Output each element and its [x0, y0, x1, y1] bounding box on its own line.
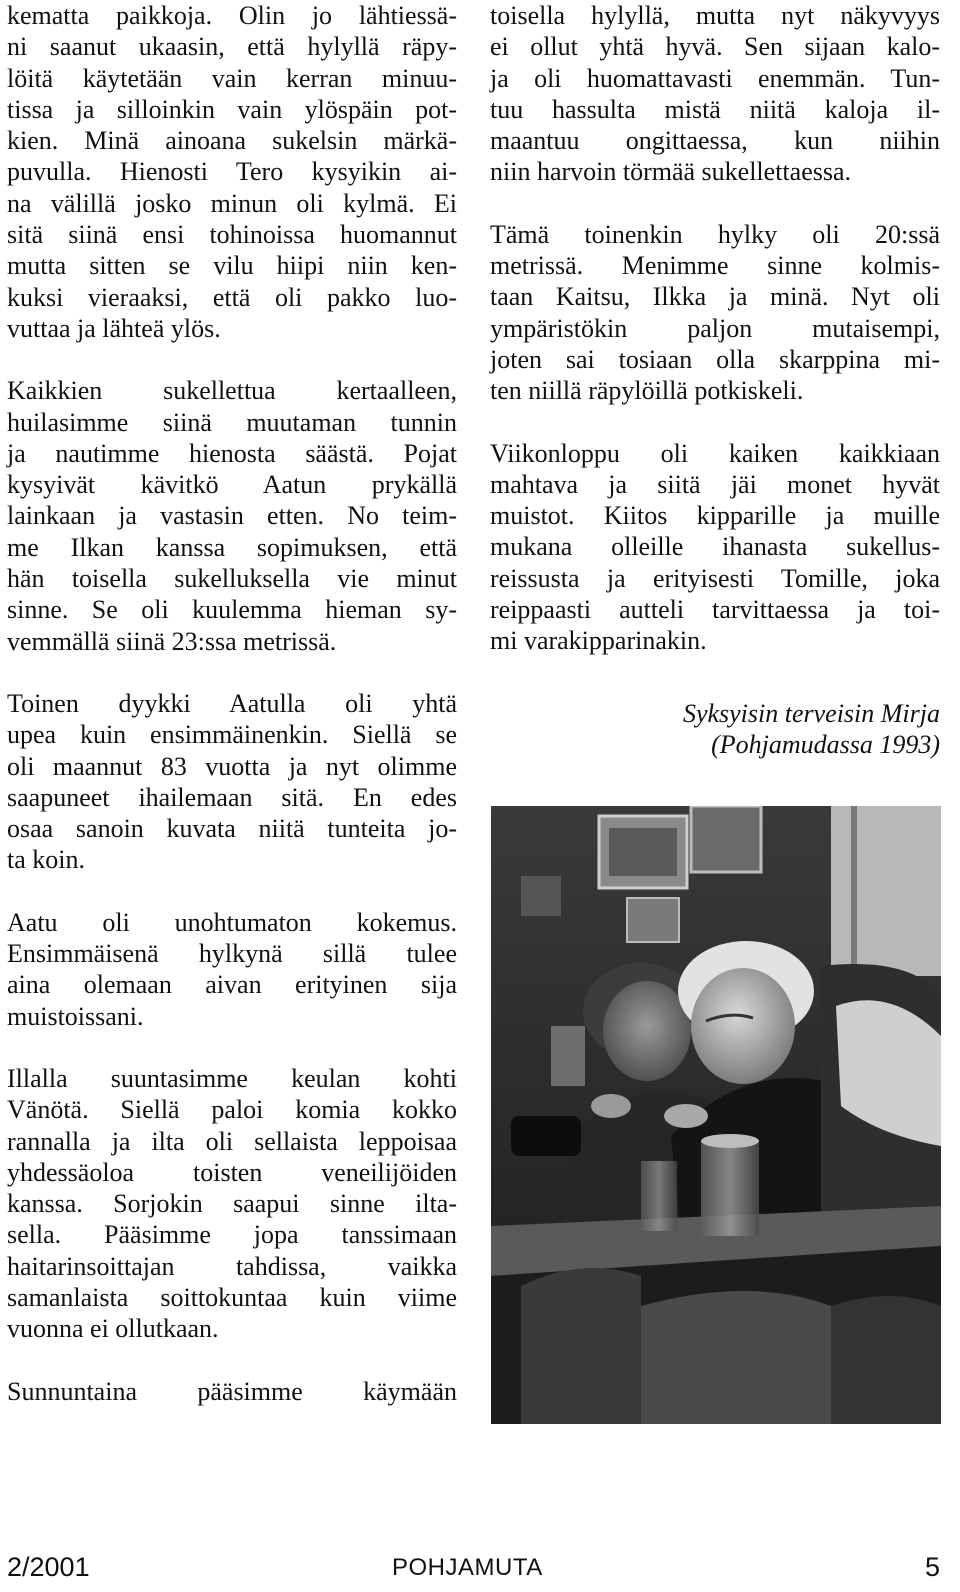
text-line: maantuu ongittaessa, kun niihin	[490, 126, 940, 156]
paragraph-gap	[7, 1032, 457, 1063]
page-number: 5	[924, 1552, 940, 1582]
signature-line-1: Syksyisin terveisin Mirja	[682, 699, 940, 728]
left-column	[7, 0, 457, 1407]
text-line: ta koin.	[7, 845, 85, 875]
text-line: vuonna ei ollutkaan.	[7, 1314, 219, 1344]
text-line: kien. Minä ainoana sukelsin märkä-	[7, 126, 457, 156]
text-line: Tämä toinenkin hylky oli 20:ssä	[490, 219, 940, 249]
text-line: Sunnuntaina pääsimme käymään	[7, 1376, 457, 1406]
text-line: kuksi vieraaksi, että oli pakko luo-	[7, 282, 457, 312]
text-line: Ensimmäisenä hylkynä sillä tulee	[7, 939, 457, 969]
text-line: saapuneet ihailemaan sitä. En edes	[7, 782, 457, 812]
text-line: Viikonloppu oli kaiken kaikkiaan	[490, 438, 940, 468]
text-line: ja oli huomattavasti enemmän. Tun-	[490, 63, 940, 93]
photo-two-women-at-table	[491, 806, 941, 1424]
text-line: Kaikkien sukellettua kertaalleen,	[7, 376, 457, 406]
right-paragraph-1	[490, 0, 940, 188]
text-line: na välillä josko minun oli kylmä. Ei	[7, 188, 457, 218]
text-line: joten sai tosiaan olla skarppina mi-	[490, 344, 940, 374]
left-paragraph-6	[7, 1376, 457, 1407]
text-line: Illalla suuntasimme keulan kohti	[7, 1063, 457, 1093]
text-line: samanlaista soittokuntaa kuin viime	[7, 1282, 457, 1312]
signature	[490, 698, 940, 761]
paragraph-gap	[490, 407, 940, 438]
left-paragraph-4	[7, 907, 457, 1032]
paragraph-gap	[7, 344, 457, 375]
text-line: ei ollut yhtä hyvä. Sen sijaan kalo-	[490, 32, 940, 62]
text-line: ja nautimme hienosta säästä. Pojat	[7, 438, 457, 468]
left-paragraph-3	[7, 688, 457, 876]
text-line: sella. Pääsimme jopa tanssimaan	[7, 1220, 457, 1250]
text-line: mi varakipparinakin.	[490, 626, 707, 656]
page-footer	[0, 1552, 960, 1592]
right-paragraph-3	[490, 438, 940, 657]
text-line: rannalla ja ilta oli sellaista leppoisaa	[7, 1126, 457, 1156]
text-line: ympäristökin paljon mutaisempi,	[490, 313, 940, 343]
text-line: haitarinsoittajan tahdissa, vaikka	[7, 1251, 457, 1281]
text-line: mahtava ja siitä jäi monet hyvät	[490, 469, 940, 499]
text-line: kanssa. Sorjokin saapui sinne ilta-	[7, 1189, 457, 1219]
text-line: mukana olleille ihanasta sukellus-	[490, 532, 940, 562]
text-line: mutta sitten se vilu hiipi niin ken-	[7, 251, 457, 281]
text-line: tissa ja silloinkin vain ylöspäin pot-	[7, 94, 457, 124]
text-line: vemmällä siinä 23:ssa metrissä.	[7, 626, 337, 656]
text-line: oli maannut 83 vuotta ja nyt olimme	[7, 751, 457, 781]
text-line: muistot. Kiitos kipparille ja muille	[490, 501, 940, 531]
text-line: ten niillä räpylöillä potkiskeli.	[490, 376, 804, 406]
text-line: niin harvoin törmää sukellettaessa.	[490, 157, 852, 187]
paragraph-gap	[7, 876, 457, 907]
text-line: reippaasti autteli tarvittaessa ja toi-	[490, 595, 940, 625]
paragraph-gap	[7, 1345, 457, 1376]
text-line: sinne. Se oli kuulemma hieman sy-	[7, 595, 457, 625]
magazine-name: POHJAMUTA	[392, 1554, 543, 1581]
text-line: ni saanut ukaasin, että hylyllä räpy-	[7, 32, 457, 62]
text-line: taan Kaitsu, Ilkka ja minä. Nyt oli	[490, 282, 940, 312]
issue-number: 2/2001	[7, 1552, 90, 1582]
text-line: puvulla. Hienosti Tero kysyikin ai-	[7, 157, 457, 187]
text-line: tuu hassulta mistä niitä kaloja il-	[490, 94, 940, 124]
text-line: kysyivät kävitkö Aatun prykällä	[7, 470, 457, 500]
text-line: reissusta ja erityisesti Tomille, joka	[490, 563, 940, 593]
text-line: löitä käytetään vain kerran minuu-	[7, 63, 457, 93]
text-line: lainkaan ja vastasin etten. No teim-	[7, 501, 457, 531]
text-line: toisella hylyllä, mutta nyt näkyvyys	[490, 1, 940, 30]
left-paragraph-5	[7, 1063, 457, 1345]
right-paragraph-2	[490, 219, 940, 407]
text-line: sitä siinä ensi tohinoissa huomannut	[7, 220, 457, 250]
text-line: osaa sanoin kuvata niitä tunteita jo-	[7, 814, 457, 844]
text-line: kematta paikkoja. Olin jo lähtiessä-	[7, 1, 457, 30]
text-line: huilasimme siinä muutaman tunnin	[7, 407, 457, 437]
text-line: vuttaa ja lähteä ylös.	[7, 313, 221, 343]
right-column	[490, 0, 940, 657]
left-paragraph-2	[7, 375, 457, 657]
text-line: upea kuin ensimmäinenkin. Siellä se	[7, 720, 457, 750]
left-paragraph-1	[7, 0, 457, 344]
text-line: hän toisella sukelluksella vie minut	[7, 564, 457, 594]
text-line: yhdessäoloa toisten veneilijöiden	[7, 1157, 457, 1187]
text-line: Vänötä. Siellä paloi komia kokko	[7, 1095, 457, 1125]
text-line: metrissä. Menimme sinne kolmis-	[490, 251, 940, 281]
text-line: muistoissani.	[7, 1001, 144, 1031]
text-line: me Ilkan kanssa sopimuksen, että	[7, 532, 457, 562]
paragraph-gap	[490, 188, 940, 219]
text-line: aina olemaan aivan erityinen sija	[7, 970, 457, 1000]
signature-line-2: (Pohjamudassa 1993)	[711, 730, 940, 760]
text-line: Aatu oli unohtumaton kokemus.	[7, 907, 457, 937]
paragraph-gap	[7, 657, 457, 688]
text-line: Toinen dyykki Aatulla oli yhtä	[7, 688, 457, 718]
